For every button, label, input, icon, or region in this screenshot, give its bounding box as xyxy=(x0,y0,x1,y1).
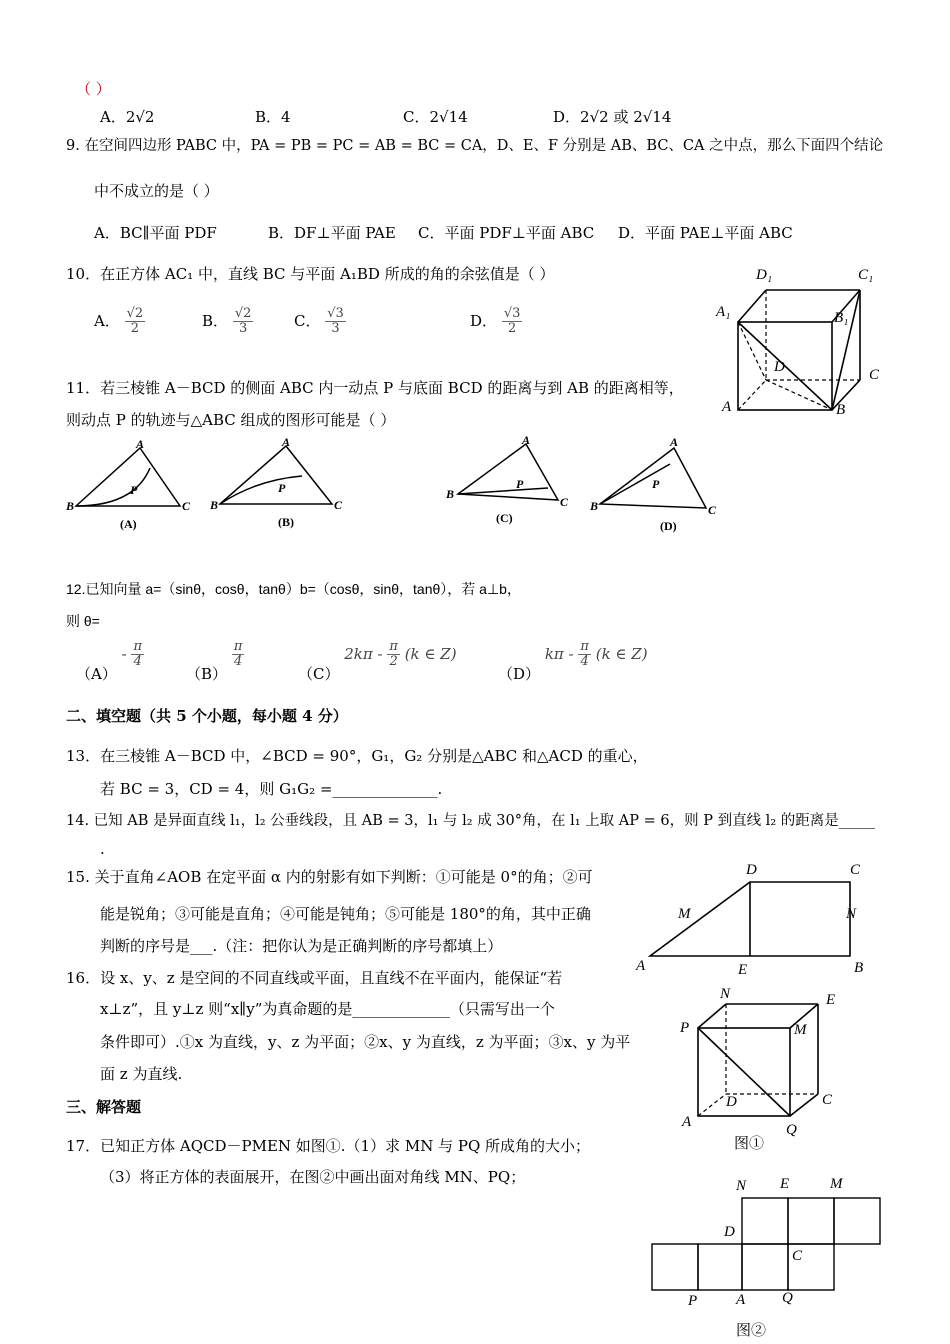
q17-figure-1-cube xyxy=(672,982,852,1158)
q15-stem-line3: 判断的序号是___.（注：把你认为是正确判断的序号都填上） xyxy=(100,937,503,955)
svg-text:E: E xyxy=(826,992,836,1008)
svg-text:M: M xyxy=(678,906,691,922)
q11-figure-a xyxy=(64,436,204,532)
q16-stem-line4: 面 z 为直线. xyxy=(100,1065,183,1083)
q8-option-c: C．2√14 xyxy=(403,108,468,126)
q14-stem-line2: . xyxy=(100,840,105,858)
svg-text:B: B xyxy=(854,960,864,976)
q9-option-a: A．BC∥平面 PDF xyxy=(94,224,217,242)
q15-stem-line2: 能是锐角；③可能是直角；④可能是钝角；⑤可能是 180°的角，其中正确 xyxy=(100,905,591,923)
svg-text:P: P xyxy=(680,1020,690,1036)
svg-text:(D): (D) xyxy=(660,519,677,533)
svg-text:P: P xyxy=(130,483,138,497)
svg-text:B: B xyxy=(446,487,455,501)
svg-text:E: E xyxy=(738,962,748,978)
q15-stem-line1: 15. 关于直角∠AOB 在定平面 α 内的射影有如下判断：①可能是 0°的角；②可 xyxy=(66,868,593,886)
svg-text:A: A xyxy=(682,1114,692,1130)
q16-stem-line2: x⊥z”，且 y⊥z 则“x∥y”为真命题的是_____________（只需写出一个 xyxy=(100,1000,555,1018)
q10-stem: 10．在正方体 AC₁ 中，直线 BC 与平面 A₁BD 所成的角的余弦值是（ ） xyxy=(66,265,555,283)
q8-option-a: A．2√2 xyxy=(100,108,155,126)
q11-stem-line1: 11．若三棱锥 A－BCD 的侧面 ABC 内一动点 P 与底面 BCD 的距离与到 AB 的距离相等， xyxy=(66,379,684,397)
q9-stem-line2: 中不成立的是（ ） xyxy=(94,182,219,200)
q9-stem-line1: 9. 在空间四边形 PABC 中，PA = PB = PC = AB = BC = CA，D、E、F 分别是 AB、BC、CA 之中点，那么下面四个结论 xyxy=(66,138,884,154)
q9-option-c: C．平面 PDF⊥平面 ABC xyxy=(418,224,595,242)
svg-text:B: B xyxy=(210,498,219,512)
svg-text:C: C xyxy=(334,498,343,512)
svg-text:D: D xyxy=(746,862,757,878)
q17-stem-line1: 17．已知正方体 AQCD－PMEN 如图①.（1）求 MN 与 PQ 所成角的大小； xyxy=(66,1137,591,1155)
svg-text:A: A xyxy=(670,436,679,449)
q16-stem-line1: 16．设 x、y、z 是空间的不同直线或平面，且直线不在平面内，能保证“若 xyxy=(66,969,563,987)
svg-text:D: D xyxy=(724,1224,735,1240)
q10-label-d: D xyxy=(774,359,785,375)
q12-stem-line1: 12.已知向量 a=（sinθ，cosθ，tanθ）b=（cosθ，sinθ，tanθ），若 a⊥b， xyxy=(66,581,521,597)
svg-text:A: A xyxy=(636,958,646,974)
q10-option-c: C． $\frac{√3}{3}$ xyxy=(294,306,344,337)
svg-text:B: B xyxy=(66,499,75,513)
q10-label-b: B xyxy=(836,402,846,418)
svg-text:C: C xyxy=(560,495,569,509)
svg-text:C: C xyxy=(182,499,191,513)
svg-text:P: P xyxy=(278,481,286,495)
svg-text:D: D xyxy=(726,1094,737,1110)
q8-option-d: D．2√2 或 2√14 xyxy=(553,108,672,126)
svg-text:C: C xyxy=(792,1248,803,1264)
q10-label-a: A xyxy=(722,399,732,415)
q10-option-a: A． $\frac{√2}{2}$ xyxy=(94,306,144,337)
q10-cube-figure xyxy=(712,262,892,422)
svg-text:C: C xyxy=(708,503,717,517)
q10-label-b1: B₁ xyxy=(834,310,849,326)
q11-figure-c xyxy=(440,432,580,530)
svg-text:图①: 图① xyxy=(734,1136,765,1152)
svg-text:Q: Q xyxy=(786,1122,797,1138)
q9-option-b: B．DF⊥平面 PAE xyxy=(268,224,396,242)
svg-text:E: E xyxy=(780,1176,790,1192)
svg-text:M: M xyxy=(794,1022,807,1038)
section-fill-in-title: 二、填空题（共 5 个小题，每小题 4 分） xyxy=(66,707,348,725)
q11-figure-d xyxy=(586,436,726,534)
q10-label-a1: A₁ xyxy=(716,304,731,320)
section-answer-title: 三、解答题 xyxy=(66,1098,142,1116)
q10-option-b: B． $\frac{√2}{3}$ xyxy=(202,306,252,337)
q11-stem-line2: 则动点 P 的轨迹与△ABC 组成的图形可能是（ ） xyxy=(66,411,396,429)
svg-text:A: A xyxy=(136,437,145,451)
svg-text:Q: Q xyxy=(782,1290,793,1306)
q13-stem-line2: 若 BC = 3，CD = 4，则 G₁G₂ =______________. xyxy=(100,780,443,798)
q14-stem-line1: 14. 已知 AB 是异面直线 l₁，l₂ 公垂线段，且 AB = 3，l₁ 与 l₂ 成 30°角，在 l₁ 上取 AP = 6，则 P 到直线 l₂ 的距离是_____ xyxy=(66,813,875,829)
svg-text:N: N xyxy=(720,986,731,1002)
svg-text:P: P xyxy=(516,477,524,491)
q12-option-a: （A） - $\frac{\pi}{4}$ xyxy=(76,639,143,683)
q10-label-c: C xyxy=(869,367,880,383)
q12-option-b: （B） $\frac{\pi}{4}$ xyxy=(186,639,243,683)
svg-text:B: B xyxy=(590,499,599,513)
svg-text:(B): (B) xyxy=(278,515,294,529)
svg-text:A: A xyxy=(736,1292,746,1308)
q8-answer-paren: （ ） xyxy=(76,80,111,98)
q13-stem-line1: 13．在三棱锥 A－BCD 中，∠BCD = 90°，G₁，G₂ 分别是△ABC 和△ACD 的重心， xyxy=(66,747,648,765)
q10-label-d1: D₁ xyxy=(756,267,773,283)
svg-text:(C): (C) xyxy=(496,511,513,525)
svg-text:N: N xyxy=(846,906,857,922)
q8-option-b: B．4 xyxy=(255,108,291,126)
q16-stem-line3: 条件即可）.①x 为直线，y、z 为平面；②x、y 为直线，z 为平面；③x、y 为平 xyxy=(100,1033,631,1051)
svg-text:图②: 图② xyxy=(736,1323,767,1339)
q11-figure-b xyxy=(206,436,346,532)
svg-text:C: C xyxy=(850,862,861,878)
svg-text:A: A xyxy=(282,436,291,449)
q17-stem-line2: （3）将正方体的表面展开，在图②中画出面对角线 MN、PQ； xyxy=(100,1168,526,1186)
q10-label-c1: C₁ xyxy=(858,267,874,283)
q15-figure xyxy=(632,854,882,982)
q12-stem-line2: 则 θ= xyxy=(66,613,100,629)
q10-option-d: D． $\frac{√3}{2}$ xyxy=(470,306,521,337)
svg-text:M: M xyxy=(830,1176,843,1192)
q9-option-d: D．平面 PAE⊥平面 ABC xyxy=(618,224,793,242)
svg-text:A: A xyxy=(522,433,531,447)
svg-text:P: P xyxy=(652,477,660,491)
svg-text:C: C xyxy=(822,1092,833,1108)
svg-text:P: P xyxy=(688,1293,698,1309)
q12-option-c: （C） 2kπ - $\frac{\pi}{2}$ (k ∈ Z) xyxy=(298,639,457,683)
q17-figure-2-net xyxy=(646,1172,892,1342)
svg-text:(A): (A) xyxy=(120,517,137,531)
svg-text:N: N xyxy=(736,1178,747,1194)
q12-option-d: （D） kπ - $\frac{\pi}{4}$ (k ∈ Z) xyxy=(498,639,648,683)
